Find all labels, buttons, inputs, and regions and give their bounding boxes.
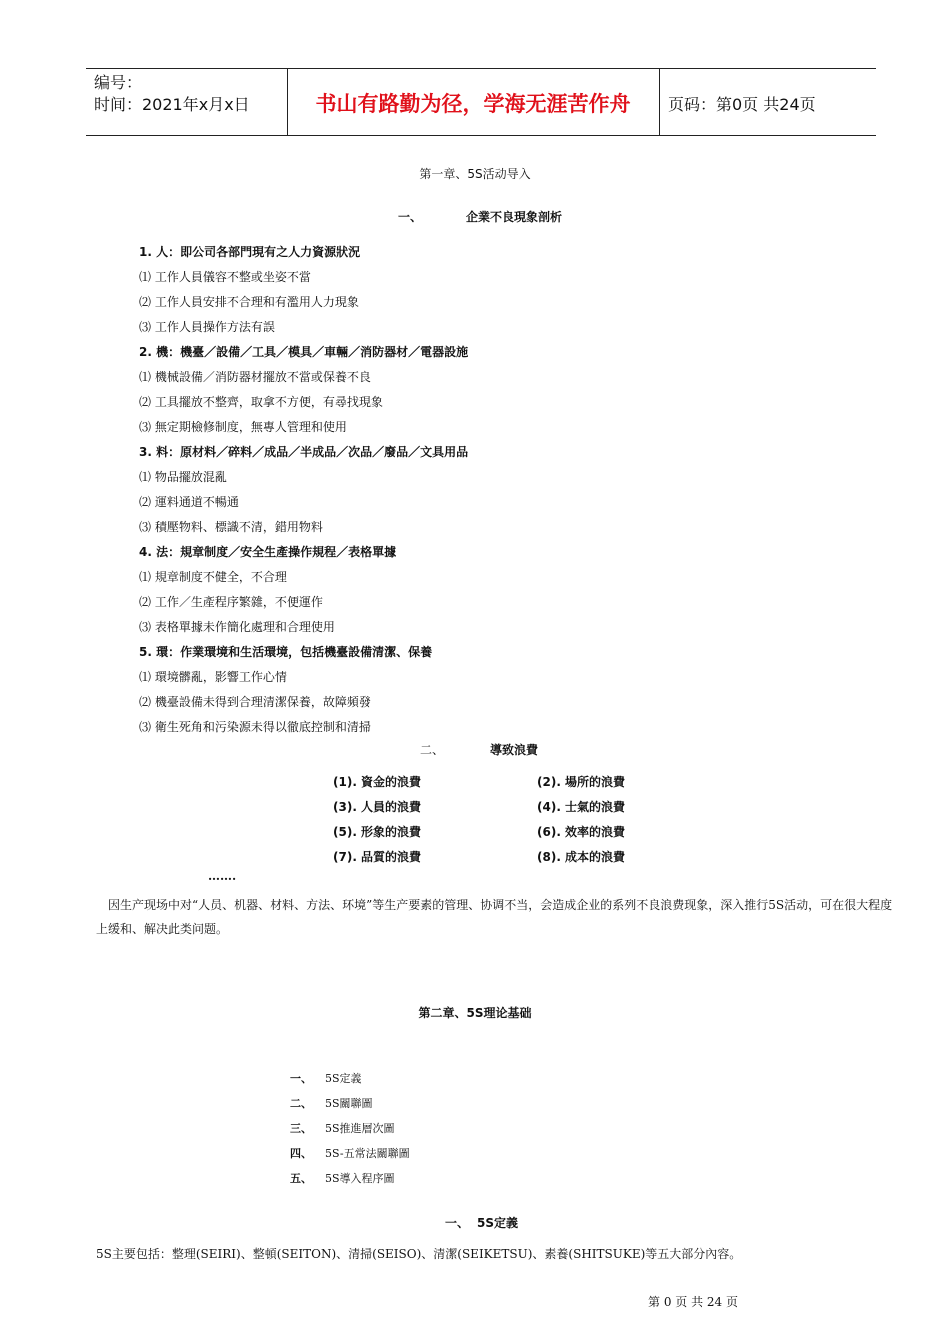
chapter2-title: 第二章、5S理论基础 — [418, 1006, 532, 1020]
waste-item: (1). 資金的浪費 — [333, 775, 422, 789]
list-item: ⑵ 運料通道不暢通 — [139, 495, 239, 509]
header-meta — [94, 72, 250, 116]
list-item: ⑴ 工作人員儀容不整或坐姿不當 — [139, 270, 311, 284]
section-title: 5S定義 — [477, 1216, 518, 1230]
section-title: 企業不良現象剖析 — [466, 210, 563, 224]
waste-item: (6). 效率的浪費 — [537, 825, 626, 839]
group-heading: 2. 機：機臺／設備／工具／模具／車輛／消防器材／電器設施 — [139, 345, 469, 359]
waste-item: (4). 士氣的浪費 — [537, 800, 626, 814]
toc-number: 一、 — [290, 1072, 312, 1085]
toc-number: 五、 — [290, 1172, 312, 1185]
section-number: 二、 — [420, 743, 445, 757]
list-item: ⑶ 表格單據未作簡化處理和合理使用 — [139, 620, 335, 634]
list-item: ⑶ 工作人員操作方法有誤 — [139, 320, 275, 334]
ellipsis: ……. — [208, 869, 237, 883]
toc-number: 三、 — [290, 1122, 312, 1135]
list-item: ⑵ 工具擺放不整齊，取拿不方便，有尋找現象 — [139, 395, 383, 409]
list-item: ⑵ 工作／生產程序繁雜，不便運作 — [139, 595, 323, 609]
waste-item: (8). 成本的浪費 — [537, 850, 626, 864]
footer-page-number: 第 0 页 共 24 页 — [648, 1295, 738, 1309]
chapter1-title: 第一章、5S活动导入 — [419, 167, 531, 181]
toc-entry: 5S導入程序圖 — [325, 1172, 395, 1185]
toc-entry: 5S定義 — [325, 1072, 362, 1085]
list-item: ⑶ 衛生死角和污染源未得以徹底控制和清掃 — [139, 720, 371, 734]
header-bottom-rule — [86, 135, 876, 136]
group-heading: 3. 料：原材料／碎料／成品／半成品／次品／廢品／文具用品 — [139, 445, 469, 459]
list-item: ⑶ 無定期檢修制度，無專人管理和使用 — [139, 420, 347, 434]
toc-number: 二、 — [290, 1097, 312, 1110]
page-header — [86, 68, 876, 136]
waste-item: (7). 品質的浪費 — [333, 850, 422, 864]
group-heading: 1. 人：即公司各部門現有之人力資源狀況 — [139, 245, 361, 259]
toc-entry: 5S推進層次圖 — [325, 1122, 395, 1135]
definition-intro: 5S主要包括：整理(SEIRI)、整頓(SEITON)、清掃(SEISO)、清潔(SEIKETSU)、素養(SHITSUKE)等五大部分內容。 — [96, 1247, 742, 1261]
section-number: 一、 — [398, 210, 423, 224]
section-title: 導致浪費 — [490, 743, 539, 757]
header-motto: 书山有路勤为径，学海无涯苦作舟 — [315, 91, 631, 116]
toc-number: 四、 — [290, 1147, 312, 1160]
group-heading: 5. 環：作業環境和生活環境，包括機臺設備清潔、保養 — [139, 645, 433, 659]
header-top-rule — [86, 68, 876, 69]
document-date-label: 时间：2021年x月x日 — [94, 95, 250, 114]
group-heading: 4. 法：規章制度／安全生產操作規程／表格單據 — [139, 545, 397, 559]
list-item: ⑶ 積壓物料、標識不清，錯用物料 — [139, 520, 323, 534]
list-item: ⑴ 環境髒亂，影響工作心情 — [139, 670, 287, 684]
list-item: ⑴ 物品擺放混亂 — [139, 470, 227, 484]
section-number: 一、 — [445, 1216, 470, 1230]
toc-entry: 5S關聯圖 — [325, 1097, 373, 1110]
waste-item: (3). 人員的浪費 — [333, 800, 422, 814]
list-item: ⑴ 機械設備／消防器材擺放不當或保養不良 — [139, 370, 371, 384]
summary-paragraph: 因生产现场中对“人员、机器、材料、方法、环境”等生产要素的管理、协调不当，会造成企业的系列不良浪费现象，深入推行5S活动，可在很大程度上缓和、解决此类问题。 — [96, 898, 893, 936]
header-divider — [659, 68, 660, 136]
header-page-label: 页码：第0页 共24页 — [668, 95, 816, 114]
list-item: ⑵ 工作人員安排不合理和有濫用人力現象 — [139, 295, 359, 309]
list-item: ⑴ 規章制度不健全，不合理 — [139, 570, 287, 584]
document-number-label: 编号： — [94, 73, 143, 92]
toc-entry: 5S-五常法關聯圖 — [325, 1147, 410, 1160]
waste-item: (5). 形象的浪費 — [333, 825, 422, 839]
list-item: ⑵ 機臺設備未得到合理清潔保養，故障頻發 — [139, 695, 371, 709]
waste-item: (2). 場所的浪費 — [537, 775, 626, 789]
